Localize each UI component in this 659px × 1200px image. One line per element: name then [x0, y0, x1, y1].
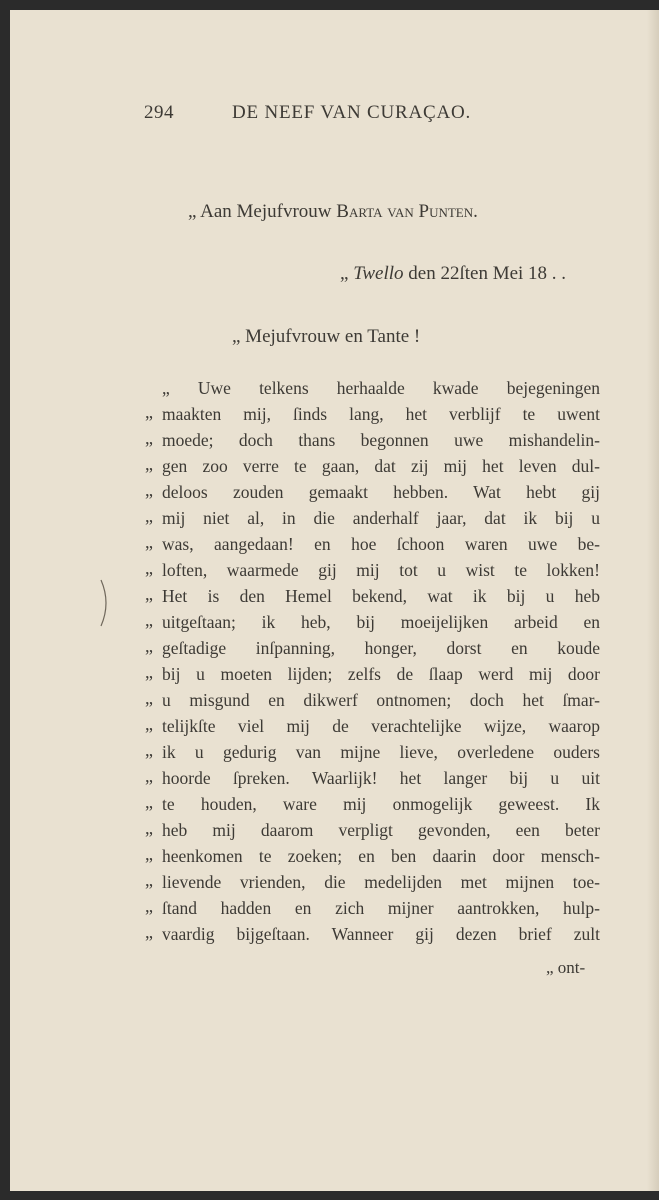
quote-mark: „: [145, 532, 153, 552]
quote-mark: „: [145, 740, 153, 760]
body-line: was, aangedaan! en hoe ſchoon waren uwe be-: [162, 534, 600, 554]
body-line: geſtadige inſpanning, honger, dorst en koude: [162, 638, 600, 658]
body-line: mij niet al, in die anderhalf jaar, dat ik bij u: [162, 508, 600, 528]
quote-mark: „: [145, 766, 153, 786]
body-line: moede; doch thans begonnen uwe mishandelin-: [162, 430, 600, 450]
quote-mark: „: [145, 558, 153, 578]
body-line: u misgund en dikwerf ontnomen; doch het ſmar-: [162, 690, 600, 710]
quote-mark: „: [145, 818, 153, 838]
address-prefix: „ Aan Mejufvrouw: [188, 201, 337, 222]
body-line: gen zoo verre te gaan, dat zij mij het leven dul-: [162, 456, 600, 476]
body-line: deloos zouden gemaakt hebben. Wat hebt gij: [162, 482, 600, 502]
catchword: „ ont-: [546, 958, 586, 977]
book-page: [10, 10, 659, 1191]
running-title: DE NEEF VAN CURAÇAO.: [232, 102, 472, 123]
body-line: telijkſte viel mij de verachtelijke wijze, waarop: [162, 716, 600, 736]
letter-dateline: [340, 263, 566, 285]
body-line: Het is den Hemel bekend, wat ik bij u heb: [162, 586, 600, 606]
quote-mark: „: [145, 584, 153, 604]
dateline-rest: den 22ſten Mei 18 . .: [403, 263, 567, 284]
pencil-mark-icon: [98, 578, 112, 628]
body-line: „ Uwe telkens herhaalde kwade bejegeningen: [162, 378, 600, 398]
body-line: bij u moeten lijden; zelfs de ſlaap werd mij door: [162, 664, 600, 684]
page-edge-shadow: [647, 10, 659, 1191]
quote-mark: „: [145, 922, 153, 942]
body-line: te houden, ware mij onmogelijk geweest. Ik: [162, 794, 600, 814]
quote-mark: „: [145, 714, 153, 734]
quote-mark: „: [145, 870, 153, 890]
quote-mark: „: [145, 636, 153, 656]
quote-mark: „: [145, 428, 153, 448]
quote-mark: „: [145, 844, 153, 864]
letter-address: [188, 201, 478, 223]
letter-salutation: „ Mejufvrouw en Tante !: [232, 326, 421, 347]
body-line: ik u gedurig van mijne lieve, overledene ouders: [162, 742, 600, 762]
body-line: heb mij daarom verpligt gevonden, een beter: [162, 820, 600, 840]
page-number: 294: [144, 102, 174, 123]
body-line: loften, waarmede gij mij tot u wist te lokken!: [162, 560, 600, 580]
dateline-prefix: „: [340, 263, 354, 284]
body-line: hoorde ſpreken. Waarlijk! het langer bij u uit: [162, 768, 600, 788]
quote-mark: „: [145, 662, 153, 682]
body-line: heenkomen te zoeken; en ben daarin door mensch-: [162, 846, 600, 866]
quote-mark: „: [145, 610, 153, 630]
dateline-place: Twello: [353, 263, 404, 284]
quote-mark: „: [145, 454, 153, 474]
body-line: maakten mij, ſinds lang, het verblijf te uwent: [162, 404, 600, 424]
quote-mark: „: [145, 792, 153, 812]
quote-mark: „: [145, 402, 153, 422]
body-line: vaardig bijgeſtaan. Wanneer gij dezen brief zult: [162, 924, 600, 944]
quote-mark: „: [145, 896, 153, 916]
quote-mark: „: [145, 480, 153, 500]
address-name: Barta van Punten.: [336, 201, 478, 222]
body-line: lievende vrienden, die medelijden met mijnen toe-: [162, 872, 600, 892]
body-line: ſtand hadden en zich mijner aantrokken, hulp-: [162, 898, 600, 918]
body-line: uitgeſtaan; ik heb, bij moeijelijken arbeid en: [162, 612, 600, 632]
quote-mark: „: [145, 688, 153, 708]
quote-mark: „: [145, 506, 153, 526]
